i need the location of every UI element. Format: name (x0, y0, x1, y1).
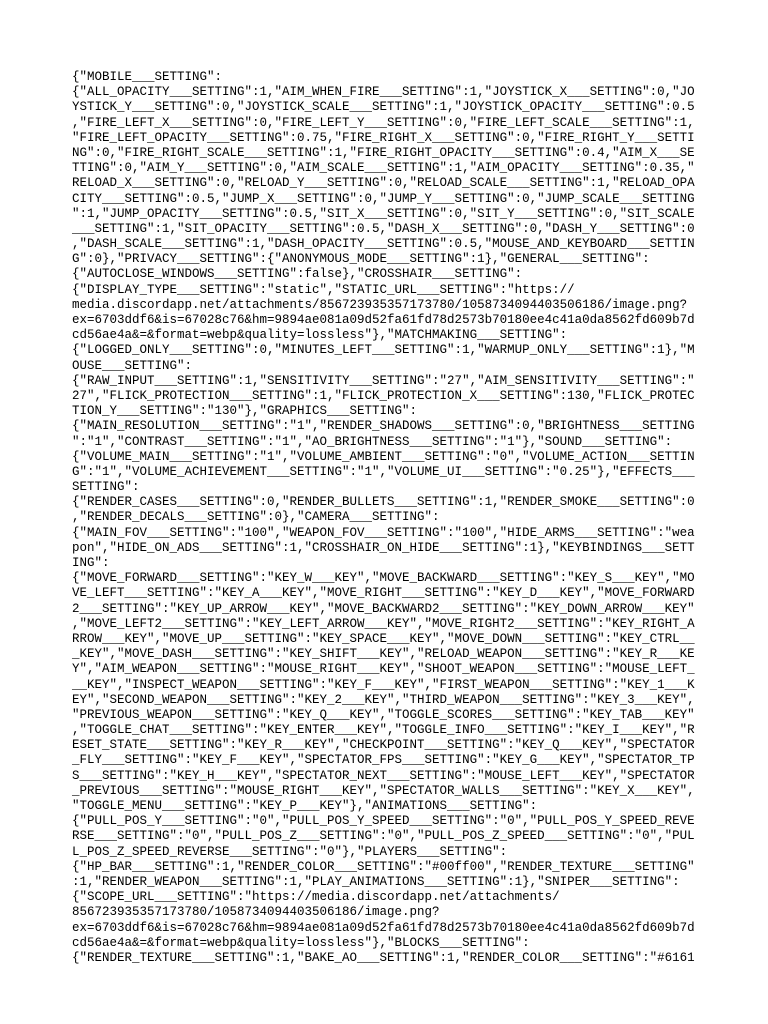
text-line: {"ALL_OPACITY___SETTING":1,"AIM_WHEN_FIRE___SETTING":1,"JOYSTICK_X___SETTING":0,"JO (72, 85, 695, 100)
text-line: NG":0,"FIRE_RIGHT_SCALE___SETTING":1,"FIRE_RIGHT_OPACITY___SETTING":0.4,"AIM_X___SE (72, 145, 695, 160)
text-line: ,"DASH_SCALE___SETTING":1,"DASH_OPACITY___SETTING":0.5,"MOUSE_AND_KEYBOARD___SETTIN (72, 237, 695, 252)
text-line: {"RENDER_CASES___SETTING":0,"RENDER_BULLETS___SETTING":1,"RENDER_SMOKE___SETTING":0 (72, 495, 695, 510)
text-line: _FLY___SETTING":"KEY_F___KEY","SPECTATOR_FPS___SETTING":"KEY_G___KEY","SPECTATOR_TP (72, 753, 695, 768)
text-line: ":"1","CONTRAST___SETTING":"1","AO_BRIGHTNESS___SETTING":"1"},"SOUND___SETTING": (72, 434, 673, 449)
text-line: RELOAD_X___SETTING":0,"RELOAD_Y___SETTING":0,"RELOAD_SCALE___SETTING":1,"RELOAD_OPA (72, 176, 695, 191)
text-line: ,"RENDER_DECALS___SETTING":0},"CAMERA___SETTING": (72, 510, 440, 525)
text-line: _PREVIOUS___SETTING":"MOUSE_RIGHT___KEY","SPECTATOR_WALLS___SETTING":"KEY_X___KEY", (72, 783, 695, 798)
text-line: 2___SETTING":"KEY_UP_ARROW___KEY","MOVE_BACKWARD2___SETTING":"KEY_DOWN_ARROW___KEY" (72, 601, 695, 616)
text-line: "FIRE_LEFT_OPACITY___SETTING":0.75,"FIRE_RIGHT_X___SETTING":0,"FIRE_RIGHT_Y___SETTI (72, 130, 695, 145)
text-line: {"SCOPE_URL___SETTING":"https://media.discordapp.net/attachments/ (72, 890, 560, 905)
text-line: {"PULL_POS_Y___SETTING":"0","PULL_POS_Y_SPEED___SETTING":"0","PULL_POS_Y_SPEED_REVE (72, 814, 695, 829)
text-line: CITY___SETTING":0.5,"JUMP_X___SETTING":0,"JUMP_Y___SETTING":0,"JUMP_SCALE___SETTING (72, 191, 695, 206)
text-line: L_POS_Z_SPEED_REVERSE___SETTING":"0"},"PLAYERS___SETTING": (72, 844, 508, 859)
text-line: ESET_STATE___SETTING":"KEY_R___KEY","CHECKPOINT___SETTING":"KEY_Q___KEY","SPECTATOR (72, 738, 695, 753)
text-line: "TOGGLE_MENU___SETTING":"KEY_P___KEY"},"ANIMATIONS___SETTING": (72, 799, 538, 813)
text-line: ,"MOVE_LEFT2___SETTING":"KEY_LEFT_ARROW___KEY","MOVE_RIGHT2___SETTING":"KEY_RIGHT_A (72, 616, 695, 631)
text-line: {"MAIN_FOV___SETTING":"100","WEAPON_FOV___SETTING":"100","HIDE_ARMS___SETTING":"wea (72, 525, 695, 540)
text-line: _KEY","MOVE_DASH___SETTING":"KEY_SHIFT___KEY","RELOAD_WEAPON___SETTING":"KEY_R___KE (72, 647, 695, 662)
text-line: {"HP_BAR___SETTING":1,"RENDER_COLOR___SETTING":"#00ff00","RENDER_TEXTURE___SETTING" (72, 859, 695, 874)
text-line: YSTICK_Y___SETTING":0,"JOYSTICK_SCALE___SETTING":1,"JOYSTICK_OPACITY___SETTING":0.5 (72, 100, 695, 115)
text-line: media.discordapp.net/attachments/856723935357173780/1058734094403506186/image.png? (72, 297, 688, 312)
text-line: Y","AIM_WEAPON___SETTING":"MOUSE_RIGHT___KEY","SHOOT_WEAPON___SETTING":"MOUSE_LEFT_ (72, 662, 695, 677)
text-line: cd56ae4a&=&format=webp&quality=lossless"},"BLOCKS___SETTING": (72, 935, 530, 950)
text-line: {"MOVE_FORWARD___SETTING":"KEY_W___KEY","MOVE_BACKWARD___SETTING":"KEY_S___KEY","MO (72, 571, 695, 586)
text-line: SETTING": (72, 480, 140, 495)
text-line: TION_Y___SETTING":"130"},"GRAPHICS___SETTING": (72, 404, 418, 419)
text-line: cd56ae4a&=&format=webp&quality=lossless"},"MATCHMAKING___SETTING": (72, 328, 568, 343)
text-line: RSE___SETTING":"0","PULL_POS_Z___SETTING":"0","PULL_POS_Z_SPEED___SETTING":"0","PUL (72, 829, 695, 844)
text-line: {"VOLUME_MAIN___SETTING":"1","VOLUME_AMBIENT___SETTING":"0","VOLUME_ACTION___SETTIN (72, 449, 695, 464)
text-line: VE_LEFT___SETTING":"KEY_A___KEY","MOVE_RIGHT___SETTING":"KEY_D___KEY","MOVE_FORWARD (72, 586, 695, 601)
text-line: {"DISPLAY_TYPE___SETTING":"static","STATIC_URL___SETTING":"https:// (72, 282, 575, 297)
text-line: TTING":0,"AIM_Y___SETTING":0,"AIM_SCALE___SETTING":1,"AIM_OPACITY___SETTING":0.35," (72, 161, 695, 176)
document-body (72, 70, 700, 966)
text-line: OUSE___SETTING": (72, 358, 193, 373)
text-line: ex=6703ddf6&is=67028c76&hm=9894ae081a09d52fa61fd78d2573b70180ee4c41a0da8562fd609b7d (72, 313, 695, 327)
text-line: :1,"RENDER_WEAPON___SETTING":1,"PLAY_ANIMATIONS___SETTING":1},"SNIPER___SETTING": (72, 874, 680, 889)
text-line: {"RENDER_TEXTURE___SETTING":1,"BAKE_AO___SETTING":1,"RENDER_COLOR___SETTING":"#6161 (72, 950, 695, 965)
text-line: RROW___KEY","MOVE_UP___SETTING":"KEY_SPACE___KEY","MOVE_DOWN___SETTING":"KEY_CTRL__ (72, 631, 695, 646)
text-line: {"LOGGED_ONLY___SETTING":0,"MINUTES_LEFT___SETTING":1,"WARMUP_ONLY___SETTING":1},"M (72, 343, 695, 358)
text-line: ex=6703ddf6&is=67028c76&hm=9894ae081a09d52fa61fd78d2573b70180ee4c41a0da8562fd609b7d (72, 920, 695, 935)
text-line: ___SETTING":1,"SIT_OPACITY___SETTING":0.5,"DASH_X___SETTING":0,"DASH_Y___SETTING":0 (72, 221, 695, 236)
text-line: __KEY","INSPECT_WEAPON___SETTING":"KEY_F___KEY","FIRST_WEAPON___SETTING":"KEY_1___K (72, 677, 695, 692)
text-line: S___SETTING":"KEY_H___KEY","SPECTATOR_NEXT___SETTING":"MOUSE_LEFT___KEY","SPECTATOR (72, 768, 695, 783)
text-line: pon","HIDE_ON_ADS___SETTING":1,"CROSSHAIR_ON_HIDE___SETTING":1},"KEYBINDINGS___SETT (72, 540, 695, 555)
text-line: "PREVIOUS_WEAPON___SETTING":"KEY_Q___KEY","TOGGLE_SCORES___SETTING":"KEY_TAB___KEY" (72, 707, 695, 722)
text-line: ":1,"JUMP_OPACITY___SETTING":0.5,"SIT_X___SETTING":0,"SIT_Y___SETTING":0,"SIT_SCALE (72, 206, 695, 221)
text-line: {"MOBILE___SETTING": (72, 70, 223, 84)
text-line: ,"FIRE_LEFT_X___SETTING":0,"FIRE_LEFT_Y___SETTING":0,"FIRE_LEFT_SCALE___SETTING":1, (72, 115, 695, 130)
text-line: ING": (72, 556, 110, 570)
text-line: 856723935357173780/1058734094403506186/image.png? (72, 905, 440, 920)
text-line: {"MAIN_RESOLUTION___SETTING":"1","RENDER_SHADOWS___SETTING":0,"BRIGHTNESS___SETTING (72, 419, 695, 434)
text-line: EY","SECOND_WEAPON___SETTING":"KEY_2___KEY","THIRD_WEAPON___SETTING":"KEY_3___KEY", (72, 692, 695, 707)
text-line: G":"1","VOLUME_ACHIEVEMENT___SETTING":"1","VOLUME_UI___SETTING":"0.25"},"EFFECTS___ (72, 464, 695, 479)
text-line: 27","FLICK_PROTECTION___SETTING":1,"FLICK_PROTECTION_X___SETTING":130,"FLICK_PROTEC (72, 388, 695, 403)
text-line: {"AUTOCLOSE_WINDOWS___SETTING":false},"CROSSHAIR___SETTING": (72, 267, 523, 282)
text-line: G":0},"PRIVACY___SETTING":{"ANONYMOUS_MODE___SETTING":1},"GENERAL___SETTING": (72, 252, 650, 267)
text-line: {"RAW_INPUT___SETTING":1,"SENSITIVITY___SETTING":"27","AIM_SENSITIVITY___SETTING":" (72, 373, 695, 388)
text-line: ,"TOGGLE_CHAT___SETTING":"KEY_ENTER___KEY","TOGGLE_INFO___SETTING":"KEY_I___KEY","R (72, 723, 695, 738)
